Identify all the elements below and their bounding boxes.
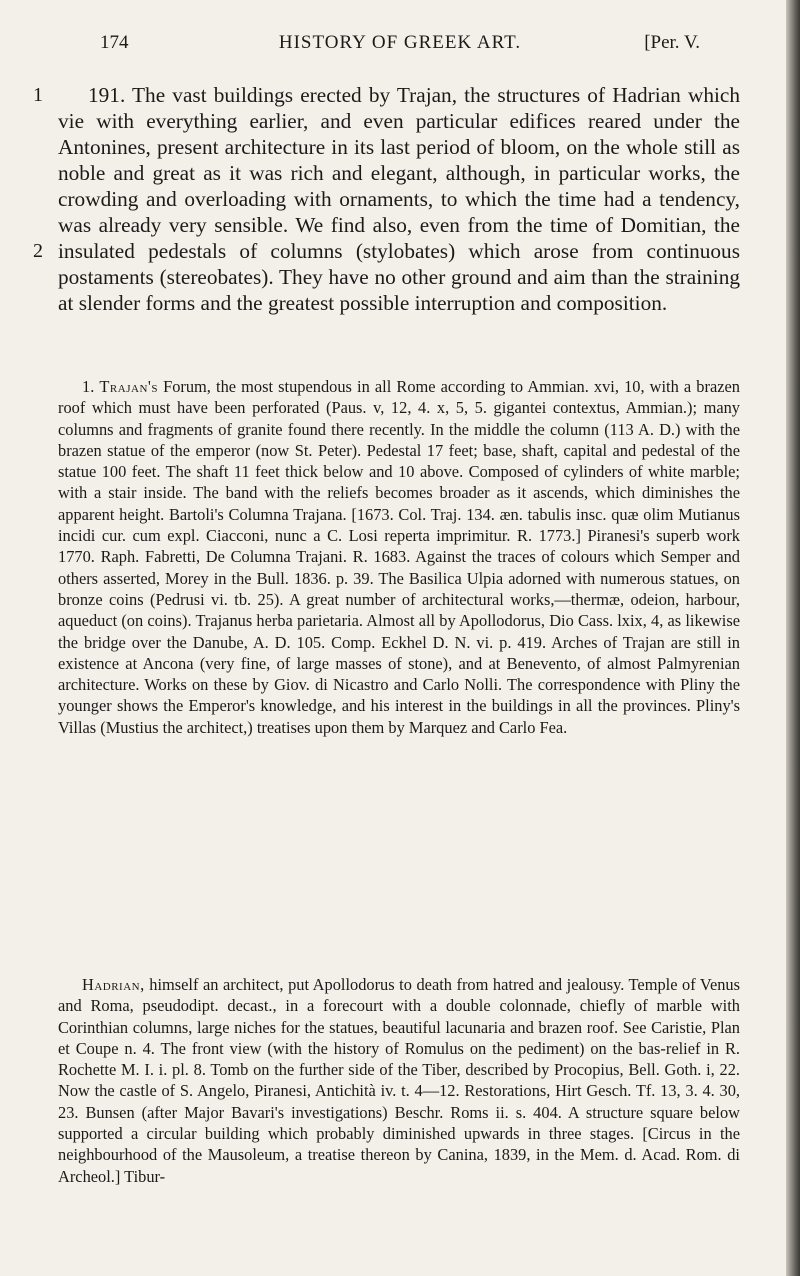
footnote-2-heading: Hadrian, xyxy=(82,975,145,994)
footnote-1-number: 1. xyxy=(82,377,95,396)
footnote-2-text: himself an architect, put Apollodorus to death from hatred and jealousy. Temple of Venus and Roma, pseudodipt. decast., in a forecourt with a double colonnade, chiefly of marble with Corinthian columns, large niches for the statues, beautiful lacunaria and brazen roof. See Caristie, Plan et Coupe n. 4. The front view (with the history of Romulus on the pediment) on the bas-relief in R. Rochette M. I. i. pl. 8. Tomb on the further side of the Tiber, described by Procopius, Bell. Goth. i, 22. Now the castle of S. Angelo, Piranesi, Antichità iv. t. 4—12. Restorations, Hirt Gesch. Tf. 13, 3. 4. 30, 23. Bunsen (after Major Bavari's investigations) Beschr. Roms ii. s. 404. A structure square below supported a circular building which probably diminished upwards in three stages. [Circus in the neighbourhood of the Mausoleum, a treatise thereon by Canina, 1839, in the Mem. d. Acad. Rom. di Archeol.] Tibur- xyxy=(58,975,740,1186)
running-header xyxy=(100,32,700,62)
page-number: 174 xyxy=(100,32,129,53)
footnote-1-text: Forum, the most stupendous in all Rome according to Ammian. xvi, 10, with a brazen roof which must have been perforated (Paus. v, 12, 4. x, 5, 5. gigantei contextus, Ammian.); many columns and fragments of granite found there recently. In the middle the column (113 A. D.) with the brazen statue of the emperor (now St. Peter). Pedestal 17 feet; base, shaft, capital and pedestal of the statue 100 feet. The shaft 11 feet thick below and 10 above. Composed of cylinders of white marble; with a stair inside. The band with the reliefs becomes broader as it ascends, which diminishes the apparent height. Bartoli's Columna Trajana. [1673. Col. Traj. 134. æn. tabulis insc. quæ olim Mutianus incidi cur. cum expl. Ciacconi, nunc a C. Losi reperta imprimitur. R. 1773.] Piranesi's superb work 1770. Raph. Fabretti, De Columna Trajani. R. 1683. Against the traces of colours which Semper and others asserted, Morey in the Bull. 1836. p. 39. The Basilica Ulpia adorned with numerous statues, on bronze coins (Pedrusi vi. tb. 25). A great number of architectural works,—thermæ, odeion, harbour, aqueduct (on coins). Trajanus herba parietaria. Almost all by Apollodorus, Dio Cass. lxix, 4, as likewise the bridge over the Danube, A. D. 105. Comp. Eckhel D. N. vi. p. 419. Arches of Trajan are still in existence at Ancona (very fine, of large masses of stone), and at Benevento, of almost Palmyrenian architecture. Works on these by Giov. di Nicastro and Carlo Nolli. The correspondence with Pliny the younger shows the Emperor's knowledge, and his interest in the buildings in all the provinces. Pliny's Villas (Mustius the architect,) treatises upon them by Marquez and Carlo Fea. xyxy=(58,377,740,737)
footnote-1 xyxy=(58,376,740,738)
footnote-1-heading: Trajan's xyxy=(99,377,158,396)
main-paragraph: 191. The vast buildings erected by Trajan, the structures of Hadrian which vie with everything earlier, and even particular edifices reared under the Antonines, present architecture in its last period of bloom, on the whole still as noble and great as it was rich and elegant, although, in particular works, the crowding and overloading with ornaments, to which the time had a tendency, was already very sensible. We find also, even from the time of Domitian, the insulated pedestals of columns (stylobates) which arose from continuous postaments (stereobates). They have no other ground and aim than the straining at slender forms and the greatest possible interruption and composition. xyxy=(58,83,740,315)
footnote-2 xyxy=(58,974,740,1187)
margin-note-ref-2: 2 xyxy=(33,240,43,262)
running-title: HISTORY OF GREEK ART. xyxy=(278,32,522,53)
page-edge-shadow xyxy=(786,0,800,1276)
section-marker: [Per. V. xyxy=(644,32,700,53)
margin-note-ref-1: 1 xyxy=(33,84,43,106)
